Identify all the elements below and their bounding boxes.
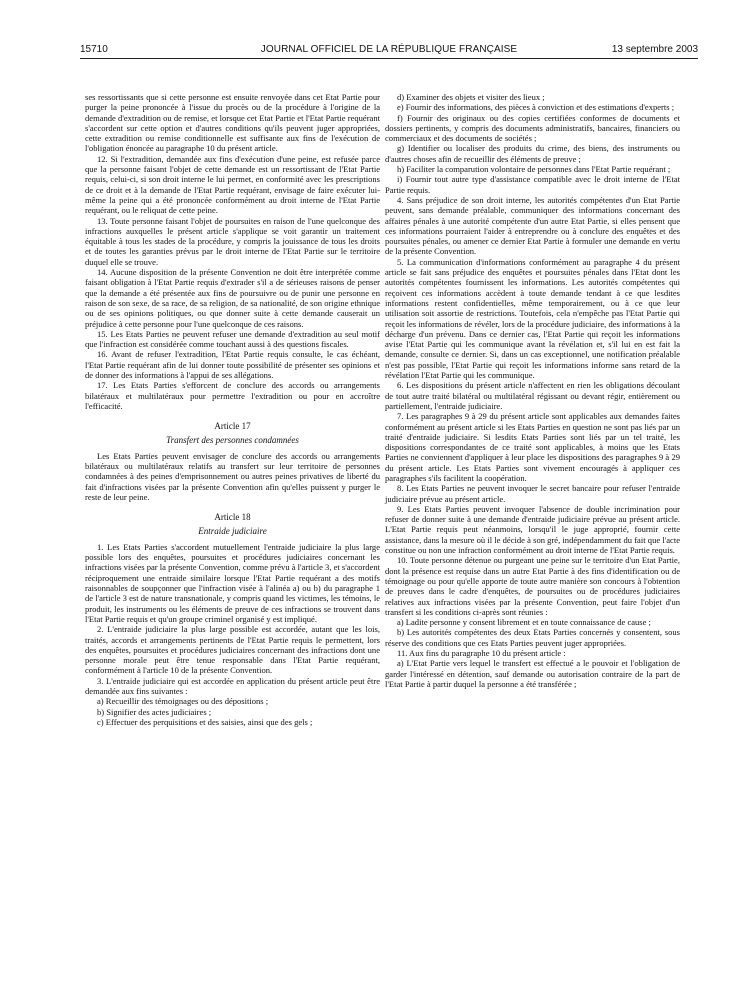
right-column [385,92,680,689]
article-18-heading: Article 18 [214,512,251,523]
left-column [85,92,380,727]
list-item-a: a) Recueillir des témoignages ou des dépositions ; [97,696,269,707]
journal-title: JOURNAL OFFICIEL DE LA RÉPUBLIQUE FRANÇAISE [260,44,518,55]
paragraph-10: 10. Toute personne détenue ou purgeant une peine sur le territoire d'un Etat Partie, dont la présence est requise dans un autre Etat Partie à des fins d'identification ou de témoignage ou pour qu'elle apporte de toute autre manière son concours à l'obtention de preuves dans le cadre d'enquêtes, de poursuites ou de procédures judiciaires relatives aux infractions visées par la présente Convention, peut faire l'objet d'un transfert si les conditions ci-après sont réunies : [385,555,680,617]
paragraph-16: 16. Avant de refuser l'extradition, l'Etat Partie requis consulte, le cas échéant, l'Etat Partie requérant afin de lui donner toute possibilité de présenter ses opinions et de donner des informations à l'appui de ses allégations. [85,349,380,381]
paragraph-8: 8. Les Etats Parties ne peuvent invoquer le secret bancaire pour refuser l'entraide judiciaire prévue au présent article. [385,483,680,504]
list-item-i: i) Fournir tout autre type d'assistance compatible avec le droit interne de l'Etat Partie requis. [385,174,680,195]
article-18-subtitle: Entraide judiciaire [198,525,267,536]
paragraph-14: 14. Aucune disposition de la présente Convention ne doit être interprétée comme faisant obligation à l'Etat Partie requis d'extrader s'il a de sérieuses raisons de penser que la demande a été présentée aux fins de poursuivre ou de punir une personne en raison de son sexe, de sa race, de sa religion, de sa nationalité, de son origine ethnique ou de ses opinions politiques, ou que donner suite à cette demande causerait un préjudice à cette personne pour l'une quelconque de ces raisons. [85,267,380,329]
page-number: 15710 [80,44,108,55]
paragraph-12: 12. Si l'extradition, demandée aux fins d'exécution d'une peine, est refusée parce que la personne faisant l'objet de cette demande est un ressortissant de l'Etat Partie requis, celui-ci, si son droit interne le lui permet, en conformité avec les prescriptions de ce droit et à la demande de l'Etat Partie requérant, envisage de faire exécuter lui-même la peine qui a été prononcée conformément au droit interne de l'Etat Partie requérant, ou le reliquat de cette peine. [85,153,380,216]
paragraph-11: 11. Aux fins du paragraphe 10 du présent article : [397,648,566,659]
list-item-b: b) Signifier des actes judiciaires ; [97,706,212,717]
paragraph-6: 6. Les dispositions du présent article n'affectent en rien les obligations découlant de tout autre traité bilatéral ou multilatéral régissant ou devant régir, entièrement ou partiellement, l'entraide judiciaire. [385,380,680,411]
publication-date: 13 septembre 2003 [611,44,698,55]
paragraph-continued: ses ressortissants que si cette personne est ensuite renvoyée dans cet Etat Partie pour purger la peine prononcée à l'issue du procès ou de la procédure à l'origine de la demande d'extradition ou de remise, et lorsque cet Etat Partie et l'Etat Partie requérant s'accordent sur cette option et d'autres conditions qu'ils peuvent juger appropriées, cette extradition ou remise conditionnelle est suffisante aux fins de l'exécution de l'obligation énoncée au paragraphe 10 du présent article. [85,92,380,154]
list-item-10a: a) Ladite personne y consent librement et en toute connaissance de cause ; [397,617,651,628]
paragraph-9: 9. Les Etats Parties peuvent invoquer l'absence de double incrimination pour refuser de donner suite à une demande d'entraide judiciaire prévue au présent article. L'Etat Partie requis peut néanmoins, lorsqu'il le juge approprié, fournir cette assistance, dans la mesure où il le décide à son gré, indépendamment du fait que l'acte constitue ou non une infraction conformément au droit interne de l'Etat Partie requis. [385,503,680,556]
article-17-text: Les Etats Parties peuvent envisager de conclure des accords ou arrangements bilatéraux ou multilatéraux relatifs au transfert sur leur territoire de personnes condamnées à des peines d'emprisonnement ou autres peines privatives de liberté du fait d'infractions visées par la présente Convention afin qu'elles puissent y purger le reste de leur peine. [85,450,380,502]
article-18-paragraph-1: 1. Les Etats Parties s'accordent mutuellement l'entraide judiciaire la plus large possible lors des enquêtes, poursuites et procédures judiciaires concernant les infractions visées par la présente Convention, comme prévu à l'article 3, et s'accordent réciproquement une entraide similaire lorsque l'Etat Partie requérant a des motifs raisonnables de soupçonner que l'infraction visée à l'alinéa a) ou b) du paragraphe 1 de l'article 3 est de nature transnationale, y compris quand les victimes, les témoins, le produit, les instruments ou les éléments de preuve de ces infractions se trouvent dans l'Etat Partie requis et qu'un groupe criminel organisé y est impliqué. [85,541,380,624]
list-item-g: g) Identifier ou localiser des produits du crime, des biens, des instruments ou d'autres choses afin de recueillir des éléments de preuve ; [385,143,680,164]
paragraph-13: 13. Toute personne faisant l'objet de poursuites en raison de l'une quelconque des infractions auxquelles le présent article s'applique se voit garantir un traitement équitable à tous les stades de la procédure, y compris la jouissance de tous les droits et de toutes les garanties prévus par le droit interne de l'Etat Partie sur le territoire duquel elle se trouve. [85,215,380,267]
paragraph-7: 7. Les paragraphes 9 à 29 du présent article sont applicables aux demandes faites conformément au présent article si les Etats Parties en question ne sont pas liés par un traité d'entraide judiciaire. Si lesdits Etats Parties sont liés par un tel traité, les dispositions correspondantes de ce traité sont applicables, à moins que les Etats Parties ne conviennent d'appliquer à leur place les dispositions des paragraphes 9 à 29 du présent article. Les Etats Parties sont vivement encouragés à appliquer ces paragraphes s'ils facilitent la coopération. [385,411,680,483]
article-18-paragraph-2: 2. L'entraide judiciaire la plus large possible est accordée, autant que les lois, traités, accords et arrangements pertinents de l'Etat Partie requis le permettent, lors des enquêtes, poursuites et procédures judiciaires concernant des infractions dont une personne morale peut être tenue responsable dans l'Etat Partie requérant, conformément à l'article 10 de la présente Convention. [85,624,380,676]
header-rule [80,58,698,59]
article-17-heading: Article 17 [214,421,251,432]
paragraph-5: 5. La communication d'informations conformément au paragraphe 4 du présent article se fait sans préjudice des enquêtes et poursuites pénales dans l'Etat dont les autorités compétentes fournissent les informations. Les autorités compétentes qui reçoivent ces informations accèdent à toute demande tendant à ce que lesdites informations restent confidentielles, même temporairement, ou à ce que leur utilisation soit assortie de restrictions. Toutefois, cela n'empêche pas l'Etat Partie qui reçoit les informations de révéler, lors de la procédure judiciaire, des informations à la décharge d'un prévenu. Dans ce dernier cas, l'Etat Partie qui reçoit les informations avise l'Etat Partie qui les communique avant la révélation et, s'il lui en est fait la demande, consulte ce dernier. Si, dans un cas exceptionnel, une notification préalable n'est pas possible, l'Etat Partie qui reçoit les informations informe sans retard de la révélation l'Etat Partie qui les communique. [385,256,680,381]
list-item-11a: a) L'Etat Partie vers lequel le transfert est effectué a le pouvoir et l'obligation de garder l'intéressé en détention, sauf demande ou autorisation contraire de la part de l'Etat Partie à partir duquel la personne a été transférée ; [385,658,680,689]
paragraph-17: 17. Les Etats Parties s'efforcent de conclure des accords ou arrangements bilatéraux et multilatéraux pour permettre l'extradition ou pour en accroître l'efficacité. [85,380,380,411]
page-header [80,40,698,58]
paragraph-15: 15. Les Etats Parties ne peuvent refuser une demande d'extradition au seul motif que l'infraction est considérée comme touchant aussi à des questions fiscales. [85,328,380,350]
list-item-d: d) Examiner des objets et visiter des lieux ; [397,92,545,102]
list-item-h: h) Faciliter la comparution volontaire de personnes dans l'Etat Partie requérant ; [397,164,671,175]
paragraph-4: 4. Sans préjudice de son droit interne, les autorités compétentes d'un Etat Partie peuvent, sans demande préalable, communiquer des informations concernant des affaires pénales à une autorité compétente d'un autre Etat Partie, si elles pensent que ces informations pourraient l'aider à entreprendre ou à conclure des enquêtes et des poursuites pénales, ou amener ce dernier Etat Partie à formuler une demande en vertu de la présente Convention. [385,194,680,257]
list-item-e: e) Fournir des informations, des pièces à conviction et des estimations d'experts ; [397,102,675,113]
list-item-10b: b) Les autorités compétentes des deux Etats Parties concernés y consentent, sous réserve des conditions que ces Etats Parties peuvent juger appropriées. [385,627,680,648]
article-18-paragraph-3: 3. L'entraide judiciaire qui est accordée en application du présent article peut être demandée aux fins suivantes : [85,675,380,697]
list-item-f: f) Fournir des originaux ou des copies certifiées conformes de documents et dossiers pertinents, y compris des documents administratifs, bancaires, financiers ou commerciaux et des documents de sociétés ; [385,112,680,144]
list-item-c: c) Effectuer des perquisitions et des saisies, ainsi que des gels ; [97,716,313,727]
article-17-subtitle: Transfert des personnes condamnées [166,434,299,445]
